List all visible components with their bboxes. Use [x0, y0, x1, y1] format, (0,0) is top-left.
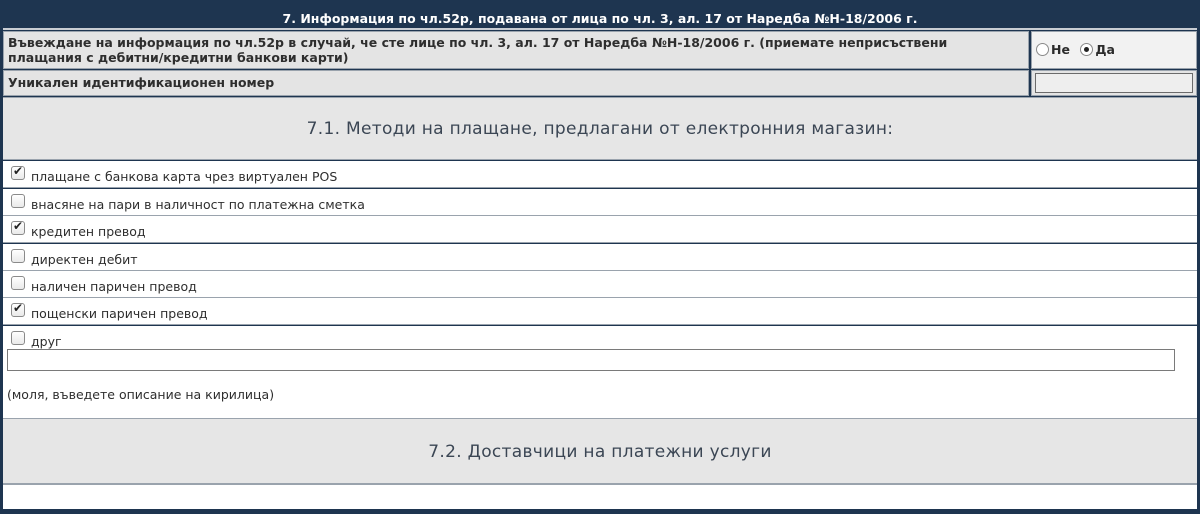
other-description-hint: (моля, въведете описание на кирилица)	[7, 387, 275, 402]
unique-id-row	[3, 70, 1197, 96]
method-label-cash-deposit: внасяне на пари в наличност по платежна сметка	[31, 197, 365, 212]
question-label: Въвеждане на информация по чл.52р в случай, че сте лице по чл. 3, ал. 17 от Наредба №Н-18/2006 г. (приемате неприсъствени плащания с дебитни/кредитни банкови карти)	[3, 31, 1029, 69]
method-checkbox-postal-transfer[interactable]	[11, 303, 25, 317]
method-label-cash-transfer: наличен паричен превод	[31, 279, 197, 294]
radio-no-label: Не	[1051, 42, 1070, 57]
method-label-other: друг	[31, 334, 62, 349]
yes-no-options	[1031, 31, 1197, 69]
method-row-credit-transfer[interactable]	[3, 216, 1197, 243]
method-row-direct-debit[interactable]	[3, 244, 1197, 271]
radio-no[interactable]	[1036, 43, 1049, 56]
radio-yes-label: Да	[1095, 42, 1115, 57]
method-row-postal-transfer[interactable]	[3, 298, 1197, 325]
other-description-input[interactable]	[7, 349, 1175, 371]
method-label-direct-debit: директен дебит	[31, 252, 138, 267]
question-row	[3, 31, 1197, 69]
method-row-pos[interactable]	[3, 161, 1197, 188]
method-row-cash-transfer[interactable]	[3, 271, 1197, 298]
method-checkbox-other[interactable]	[11, 331, 25, 345]
section-7-2-content	[3, 484, 1197, 509]
method-checkbox-credit-transfer[interactable]	[11, 221, 25, 235]
method-checkbox-pos[interactable]	[11, 166, 25, 180]
unique-id-input[interactable]	[1035, 73, 1193, 93]
method-row-other	[3, 326, 1197, 418]
section-7-1-title: 7.1. Методи на плащане, предлагани от електронния магазин:	[3, 97, 1197, 160]
section-header: 7. Информация по чл.52р, подавана от лица по чл. 3, ал. 17 от Наредба №Н-18/2006 г.	[3, 7, 1197, 30]
method-row-cash-deposit[interactable]	[3, 189, 1197, 216]
section-7-2-title: 7.2. Доставчици на платежни услуги	[3, 418, 1197, 484]
method-label-postal-transfer: пощенски паричен превод	[31, 306, 208, 321]
method-checkbox-cash-deposit[interactable]	[11, 194, 25, 208]
method-label-credit-transfer: кредитен превод	[31, 224, 146, 239]
radio-yes[interactable]	[1080, 43, 1093, 56]
unique-id-label: Уникален идентификационен номер	[3, 70, 1029, 96]
method-checkbox-cash-transfer[interactable]	[11, 276, 25, 290]
unique-id-cell	[1031, 70, 1197, 96]
method-checkbox-direct-debit[interactable]	[11, 249, 25, 263]
method-label-pos: плащане с банкова карта чрез виртуален POS	[31, 169, 338, 184]
